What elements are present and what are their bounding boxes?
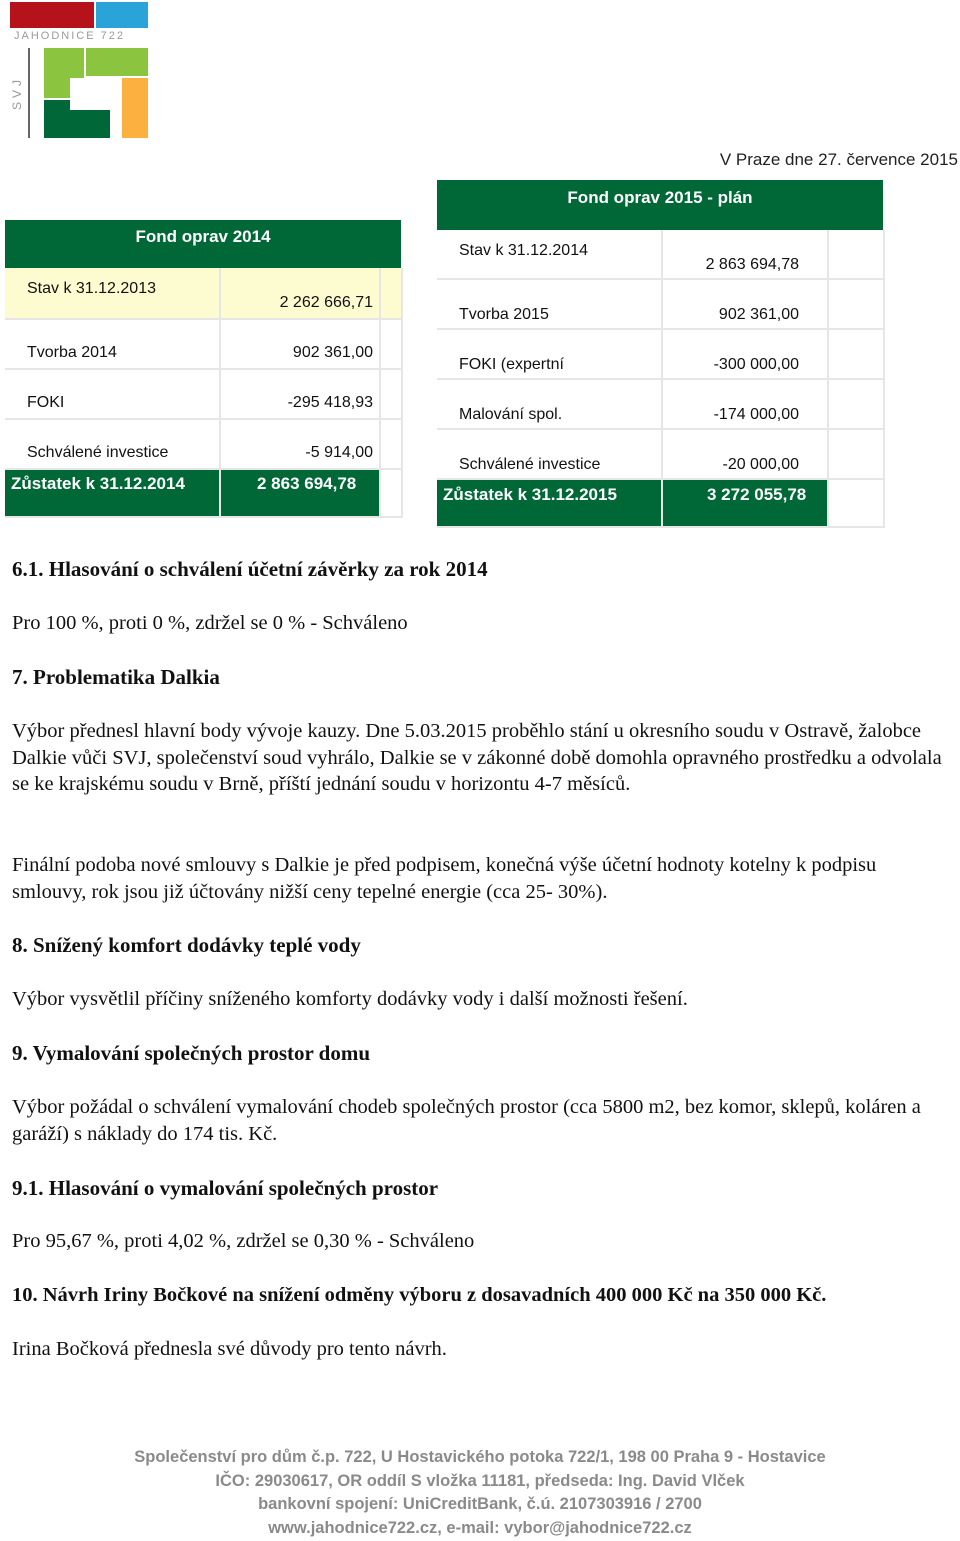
footer-registration: IČO: 29030617, OR oddíl S vložka 11181, předseda: Ing. David Vlček [215, 1471, 745, 1490]
fund-2015-title: Fond oprav 2015 - plán [437, 180, 883, 230]
section-8-paragraph: Výbor vysvětlil příčiny sníženého komforty dodávky vody i další možnosti řešení. [12, 988, 688, 1010]
table-row: FOKI (expertní -300 000,00 [437, 330, 885, 380]
table-row: Tvorba 2015 902 361,00 [437, 280, 885, 330]
section-10-paragraph: Irina Bočková přednesla své důvody pro tento návrh. [12, 1338, 447, 1360]
fund-2014-title: Fond oprav 2014 [5, 220, 401, 268]
section-9-title: 9. Vymalování společných prostor domu [12, 1041, 371, 1065]
footer-bank: bankovní spojení: UniCreditBank, č.ú. 2107303916 / 2700 [258, 1495, 702, 1513]
section-7-title: 7. Problematika Dalkia [12, 665, 220, 689]
page-footer [0, 1446, 960, 1540]
logo-brand-text: JAHODNICE 722 [14, 30, 125, 42]
table-row: Stav k 31.12.2013 2 262 666,71 [5, 268, 403, 320]
section-9-1-title: 9.1. Hlasování o vymalování společných prostor [12, 1176, 439, 1200]
table-row: FOKI -295 418,93 [5, 370, 403, 420]
section-8-title: 8. Snížený komfort dodávky teplé vody [12, 933, 361, 957]
section-7-paragraph-1: Výbor přednesl hlavní body vývoje kauzy. Dne 5.03.2015 proběhlo stání u okresního soudu v Ostravě, žalobce Dalkie vůči SVJ, společenství soud vyhrálo, Dalkie se v zákonné době domohla opravného prostředku a odvolala se ke krajskému soudu v Brně, příští jednání soudu v horizontu 4-7 měsíců. [12, 720, 942, 795]
company-logo [10, 2, 150, 138]
section-9-1-result: Pro 95,67 %, proti 4,02 %, zdržel se 0,30 % - Schváleno [12, 1230, 475, 1252]
footer-contact: www.jahodnice722.cz, e-mail: vybor@jahodnice722.cz [268, 1518, 692, 1537]
fund-2014-table [5, 220, 403, 520]
date-line: V Praze dne 27. července 2015 [719, 150, 958, 169]
fund-2015-table [437, 180, 885, 530]
table-total-row: Zůstatek k 31.12.2015 3 272 055,78 [437, 480, 885, 528]
table-row: Schválené investice -20 000,00 [437, 430, 885, 480]
table-total-row: Zůstatek k 31.12.2014 2 863 694,78 [5, 470, 403, 518]
table-row: Schválené investice -5 914,00 [5, 420, 403, 470]
logo-svj-text: SVJ [10, 76, 24, 111]
section-10-title: 10. Návrh Iriny Bočkové na snížení odměny výboru z dosavadních 400 000 Kč na 350 000 Kč. [12, 1284, 827, 1306]
table-row: Tvorba 2014 902 361,00 [5, 320, 403, 370]
table-row: Stav k 31.12.2014 2 863 694,78 [437, 230, 885, 280]
footer-address: Společenství pro dům č.p. 722, U Hostavického potoka 722/1, 198 00 Praha 9 - Hostavice [134, 1448, 826, 1466]
section-7-paragraph-2: Finální podoba nové smlouvy s Dalkie je před podpisem, konečná výše účetní hodnoty kotelny k podpisu smlouvy, rok jsou již účtovány nižší ceny tepelné energie (cca 25- 30%). [12, 854, 877, 903]
section-6-1-result: Pro 100 %, proti 0 %, zdržel se 0 % - Schváleno [12, 612, 408, 634]
table-row: Malování spol. -174 000,00 [437, 380, 885, 430]
section-9-paragraph: Výbor požádal o schválení vymalování chodeb společných prostor (cca 5800 m2, bez komor, sklepů, koláren a garáží) s náklady do 174 tis. Kč. [12, 1096, 921, 1145]
section-6-1-title: 6.1. Hlasování o schválení účetní závěrky za rok 2014 [12, 557, 488, 581]
